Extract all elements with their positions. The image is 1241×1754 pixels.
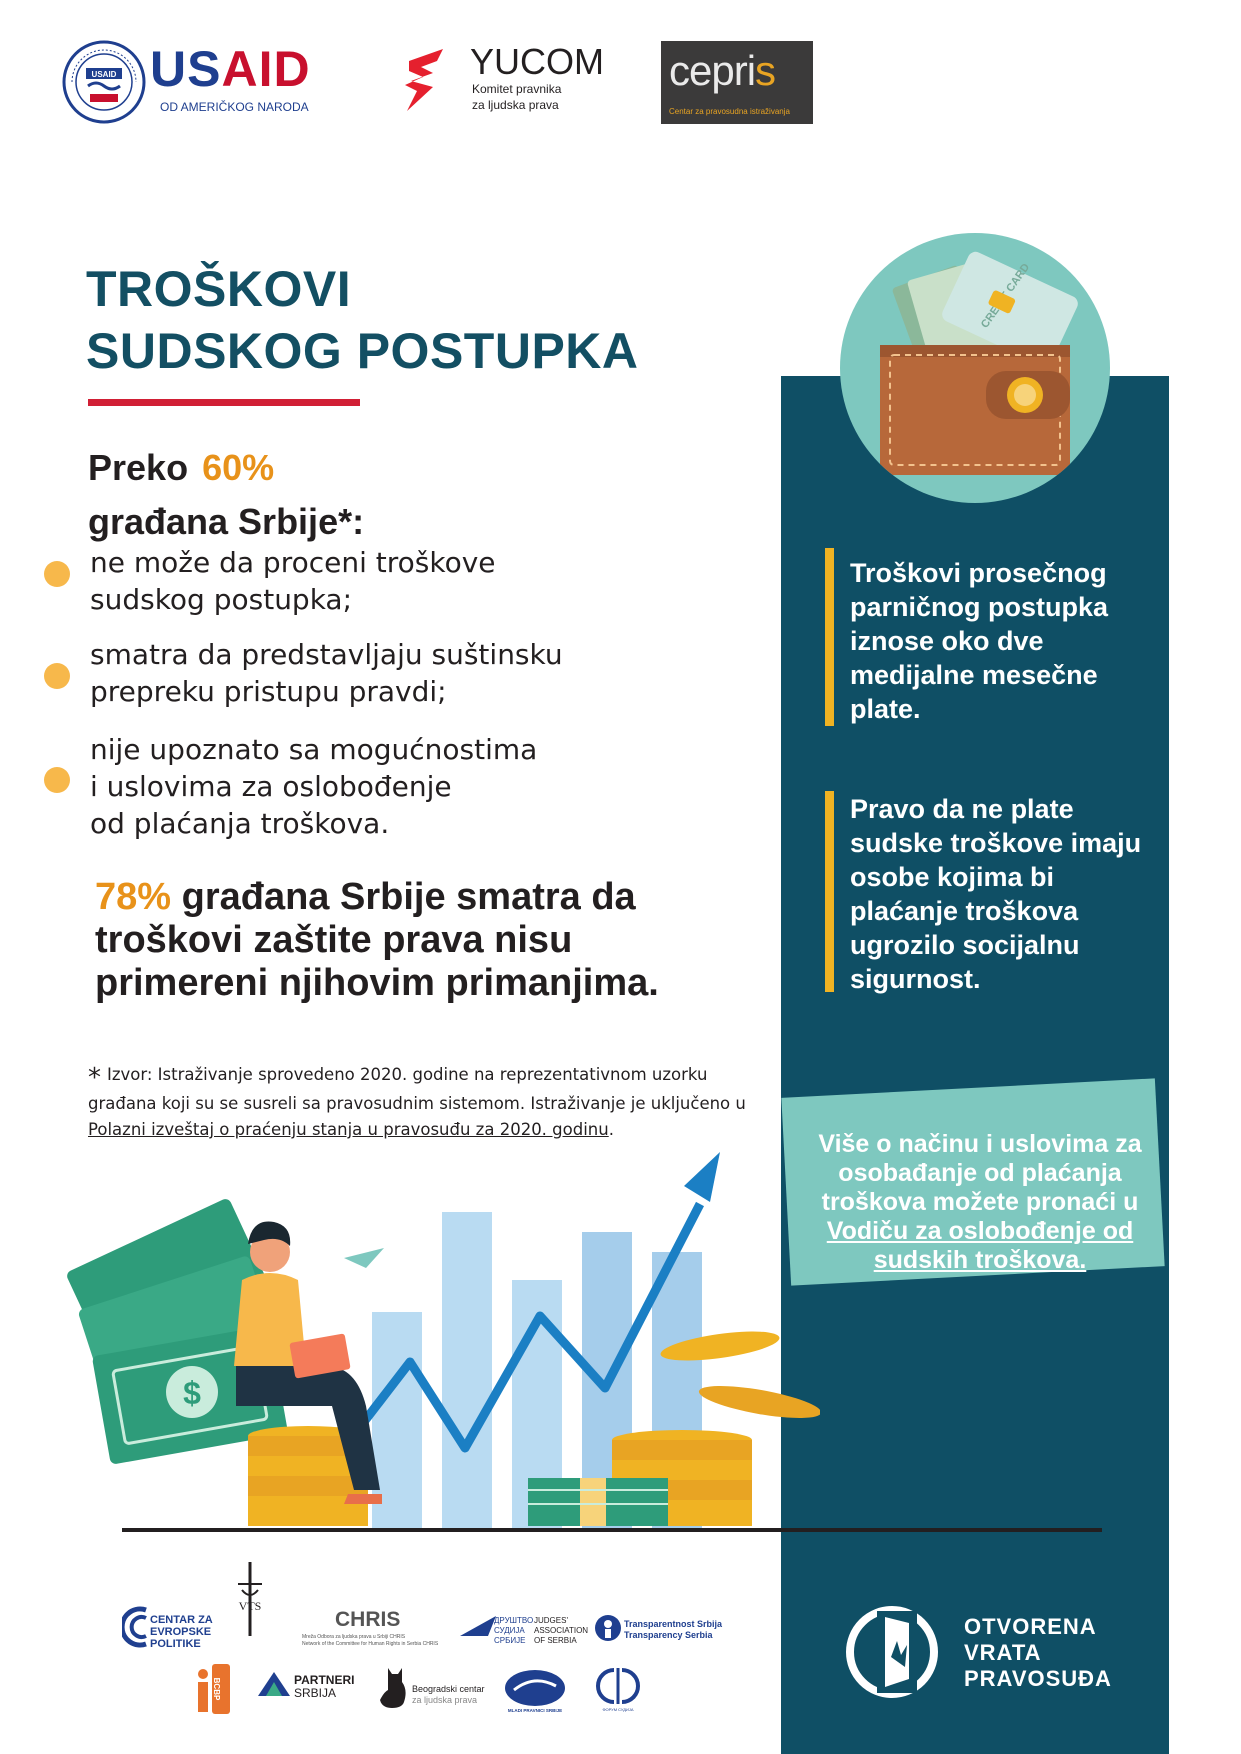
ground-line	[122, 1528, 1102, 1532]
partneri-srbija-text: PARTNERI SRBIJA	[294, 1673, 355, 1700]
callout-bar-2	[825, 791, 834, 992]
credit-card-label: CREDIT CARD	[978, 261, 1033, 331]
bullet-item-1: ne može da proceni troškove sudskog postupka;	[90, 546, 496, 616]
source-report-link[interactable]: Polazni izveštaj o praćenju stanja u pravosuđu za 2020. godinu	[88, 1120, 609, 1139]
yucom-logo-mark	[403, 47, 453, 113]
cepris-name: cepris	[669, 47, 776, 94]
callout-bar-1	[825, 548, 834, 726]
bcbp-logo	[194, 1664, 234, 1714]
belgrade-centre-text: Beogradski centar za ljudska prava	[412, 1684, 485, 1705]
yucom-subtitle-line2: za ljudska prava	[472, 98, 559, 112]
svg-text:VTS: VTS	[238, 1599, 262, 1613]
stat-percent: 78%	[95, 876, 172, 918]
bullet-item-3: nije upoznato sa mogućnostima i uslovima za oslobođenje od plaćanja troškova.	[90, 733, 538, 840]
usaid-seal-logo	[62, 40, 146, 124]
yucom-name: YUCOM	[470, 41, 604, 82]
lead-percent: 60%	[202, 447, 275, 488]
transparency-logo-mark	[594, 1614, 622, 1642]
callout-average-cost: Troškovi prosečnog parničnog postupka iznose oko dve medijalne mesečne plate.	[850, 558, 1109, 724]
bullet-dot	[44, 663, 70, 689]
judges-forum-logo	[590, 1666, 646, 1712]
cat-icon	[380, 1664, 410, 1710]
cepris-tagline: Centar za pravosudna istraživanja	[669, 107, 790, 116]
young-lawyers-logo	[502, 1666, 568, 1714]
source-footnote: * Izvor: Istraživanje sprovedeno 2020. godine na reprezentativnom uzorku građana koji su se susreli sa pravosudnim sistemom. Istraživanje je uključeno u Polazni izveštaj o praćenju stanja u pravosuđu za 2020. godinu.	[88, 1063, 746, 1139]
svg-text:USAID: USAID	[91, 70, 117, 79]
bullet-dot	[44, 561, 70, 587]
svg-text:MLADI PRAVNICI SRBIJE: MLADI PRAVNICI SRBIJE	[507, 1708, 563, 1713]
title-line-1: TROŠKOVI	[86, 261, 352, 317]
lead-prefix: Preko	[88, 447, 189, 488]
open-doors-justice-text: OTVORENA VRATA PRAVOSUĐA	[964, 1614, 1112, 1691]
lead-statement	[88, 441, 364, 549]
stat-78-statement	[95, 876, 735, 1005]
wallet-icon	[840, 233, 1110, 503]
judges-association-english: JUDGES' ASSOCIATION OF SERBIA	[534, 1616, 589, 1645]
title-divider	[88, 399, 360, 406]
bullet-item-2: smatra da predstavljaju suštinsku prepreku pristupu pravdi;	[90, 638, 563, 708]
guide-link[interactable]: Vodiču za oslobođenje od sudskih troškova.	[826, 1217, 1134, 1274]
stat-text: građana Srbije smatra da troškovi zaštite prava nisu primereni njihovim primanjima.	[95, 876, 659, 1004]
svg-text:BCBP: BCBP	[212, 1677, 221, 1701]
svg-text:ФОРУМ СУДИЈА: ФОРУМ СУДИЈА	[602, 1707, 634, 1712]
open-doors-justice-logo	[837, 1597, 947, 1707]
cash-bundle-icon	[528, 1478, 668, 1526]
guide-note-text: Više o načinu i uslovima za osobađanje od plaćanja troškova možete pronaći u Vodiču za oslobođenje od sudskih troškova.	[818, 1130, 1142, 1274]
cepris-logo	[661, 41, 813, 124]
chris-logo-sub: Mreža Odbora za ljudska prava u Srbiji CHRIS Network of the Committee for Human Rights in Serbia CHRIS	[302, 1634, 439, 1647]
vts-logo	[228, 1560, 272, 1642]
usaid-wordmark: USAID	[150, 41, 311, 97]
paper-plane-icon	[344, 1248, 384, 1268]
cep-logo-text: CENTAR ZA EVROPSKE POLITIKE	[150, 1614, 213, 1650]
usaid-tagline: OD AMERIČKOG NARODA	[160, 100, 309, 114]
chris-logo-name: CHRIS	[335, 1608, 401, 1631]
wallet-illustration	[840, 233, 1110, 503]
yucom-subtitle-line1: Komitet pravnika	[472, 82, 562, 96]
transparency-logo-text: Transparentnost Srbija Transparency Serbia	[624, 1619, 723, 1640]
page-title	[86, 258, 639, 382]
lead-line-2: građana Srbije*:	[88, 501, 365, 542]
finance-growth-illustration	[60, 1140, 820, 1540]
judges-association-cyrillic: ДРУШТВО СУДИЈА СРБИЈЕ	[494, 1616, 534, 1645]
partneri-srbija-logo-mark	[256, 1670, 292, 1698]
title-line-2: SUDSKOG POSTUPKA	[86, 323, 639, 379]
svg-text:$: $	[183, 1375, 201, 1411]
bullet-dot	[44, 767, 70, 793]
cep-logo-mark	[122, 1606, 150, 1648]
callout-exemption-right: Pravo da ne plate sudske troškove imaju osobe kojima bi plaćanje troškova ugrozilo socijalnu sigurnost.	[850, 794, 1142, 994]
judges-association-logo-mark	[458, 1614, 498, 1638]
